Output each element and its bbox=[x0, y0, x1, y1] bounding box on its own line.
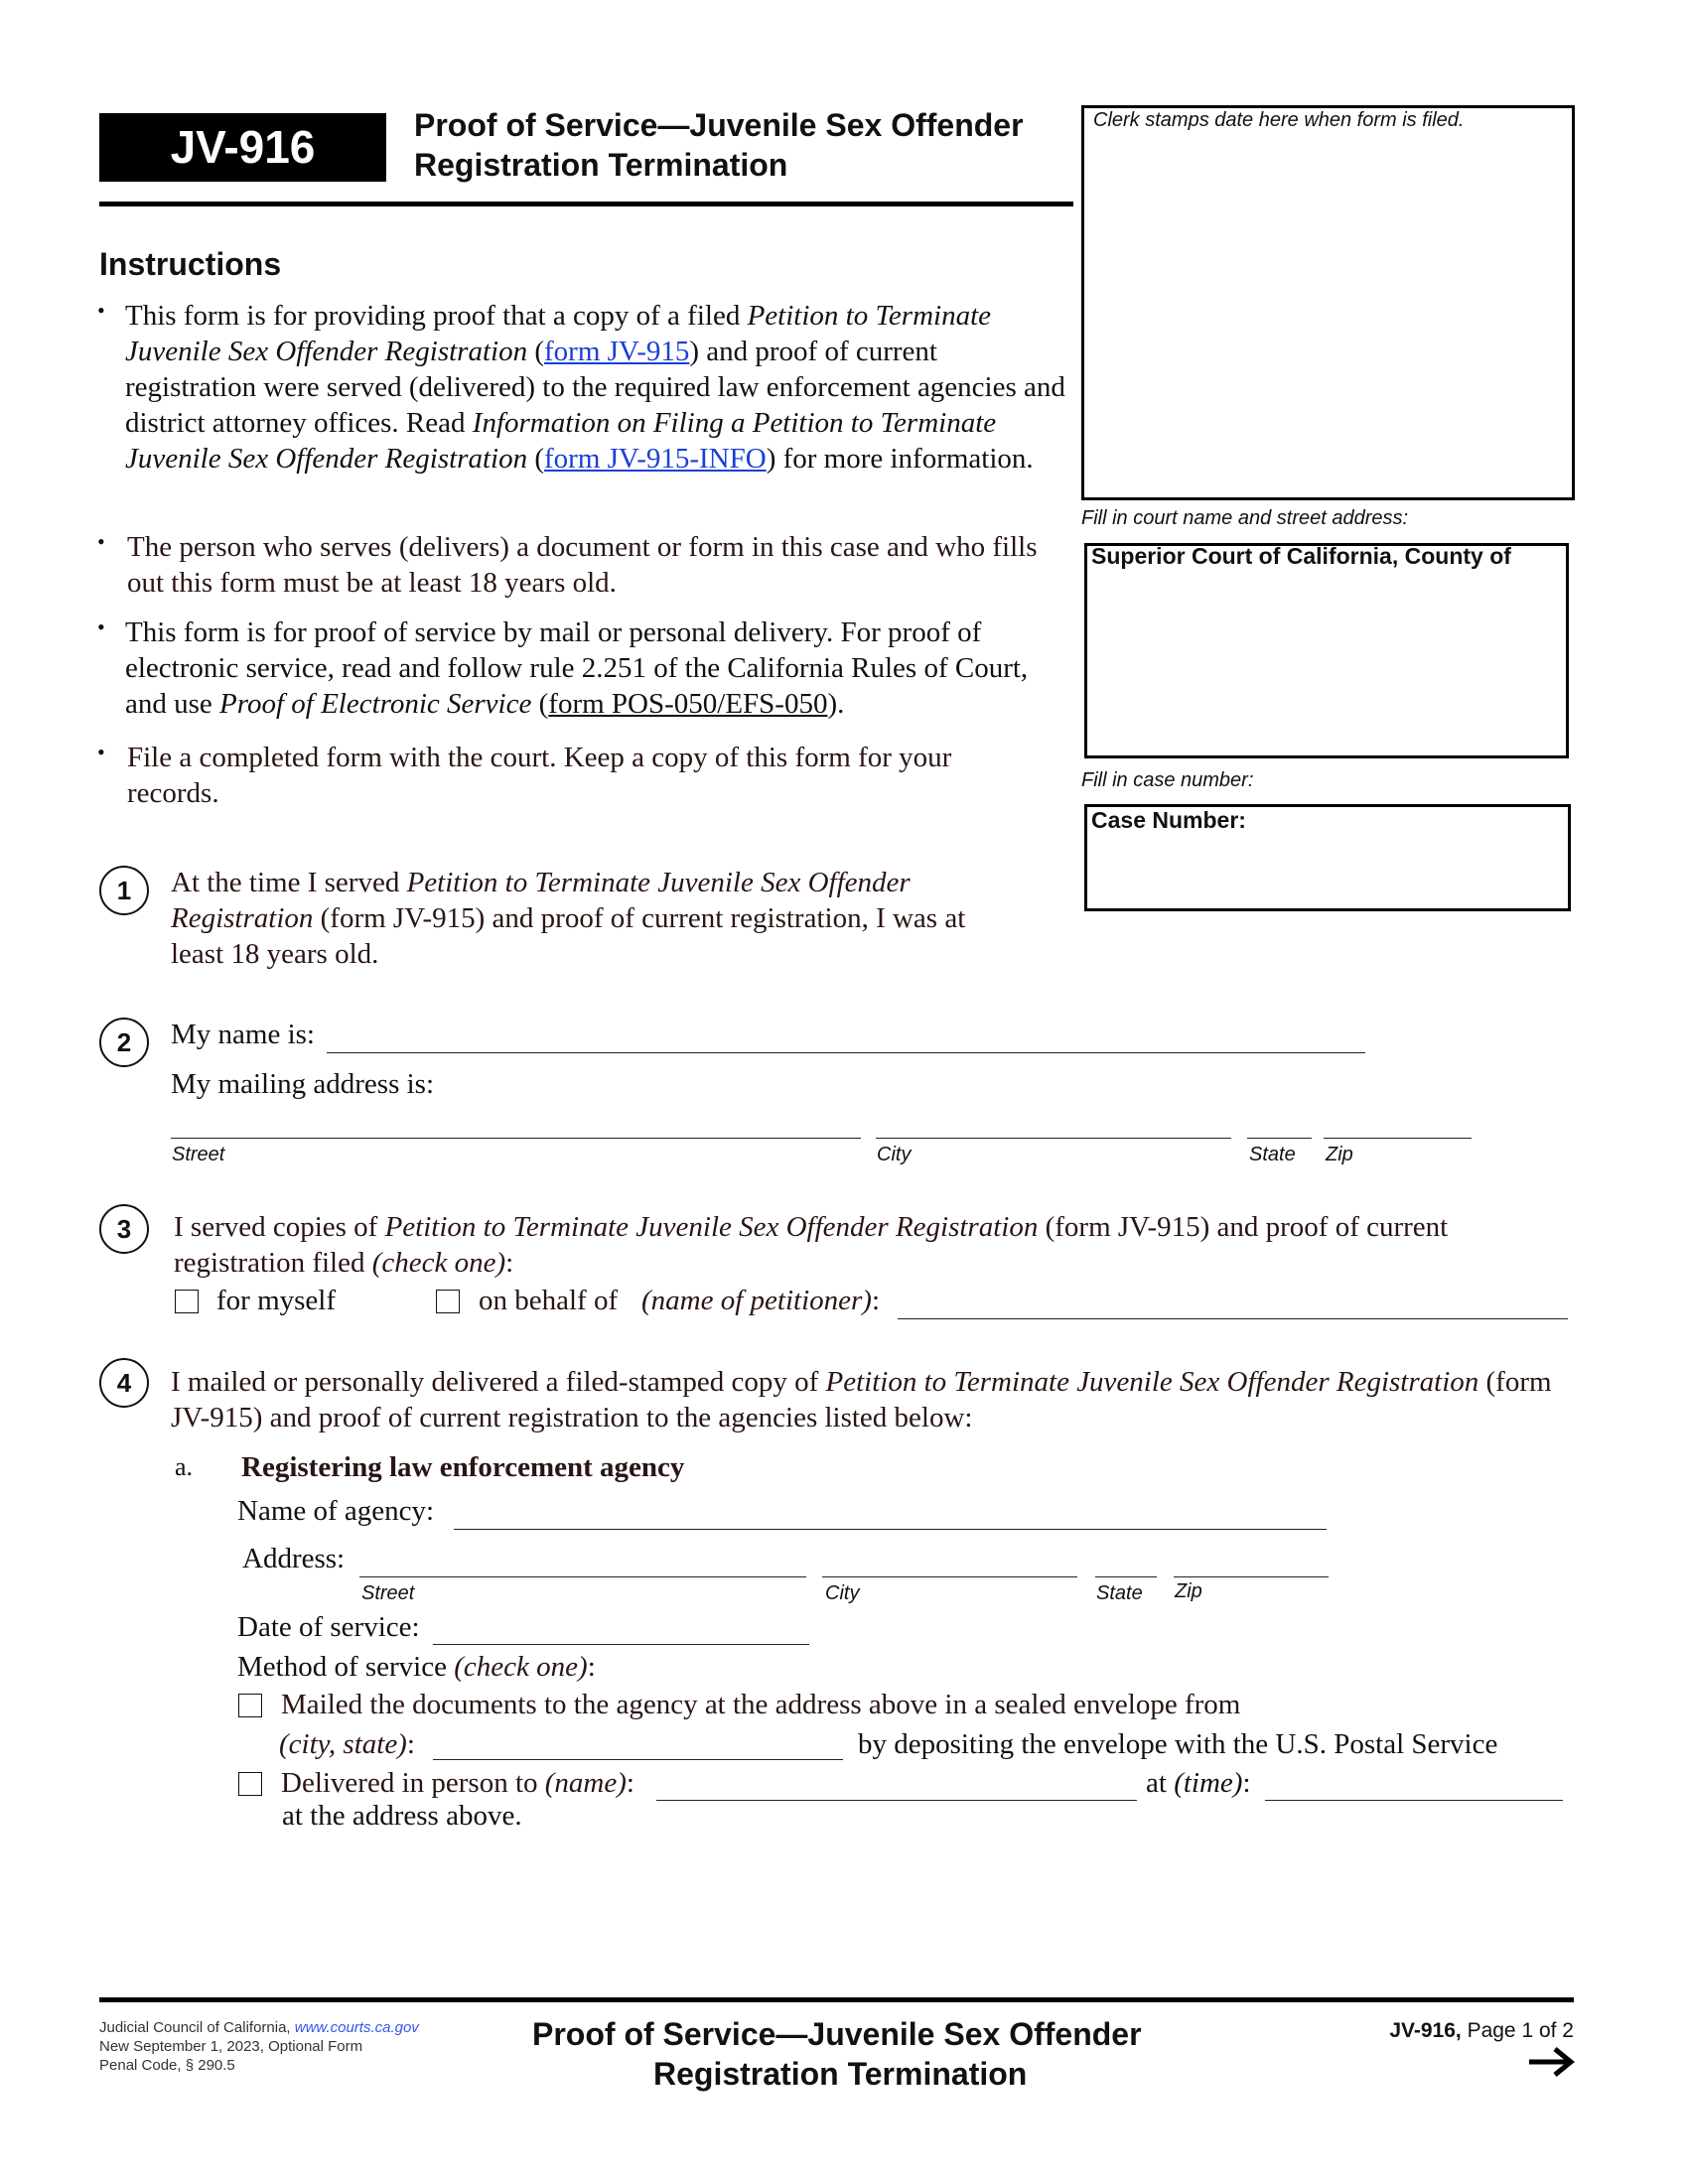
bullet: • bbox=[97, 740, 105, 764]
at-address-above: at the address above. bbox=[282, 1800, 522, 1832]
text: (check one) bbox=[371, 1247, 506, 1279]
petitioner-hint bbox=[641, 1283, 880, 1318]
item-number-4: 4 bbox=[99, 1358, 149, 1408]
state-label: State bbox=[1249, 1144, 1296, 1165]
on-behalf-checkbox[interactable] bbox=[436, 1290, 460, 1313]
text: Method of service bbox=[237, 1651, 455, 1683]
form-title-line1: Proof of Service—Juvenile Sex Offender bbox=[414, 107, 1024, 143]
agency-state-field[interactable] bbox=[1095, 1576, 1157, 1577]
mailing-address-label: My mailing address is: bbox=[171, 1068, 435, 1100]
bullet: • bbox=[97, 298, 105, 323]
for-myself-checkbox[interactable] bbox=[175, 1290, 199, 1313]
text: Page 1 of 2 bbox=[1461, 2019, 1574, 2042]
time-label bbox=[1146, 1765, 1251, 1801]
bullet: • bbox=[97, 614, 105, 639]
agency-zip-label: Zip bbox=[1175, 1580, 1202, 1602]
text: I served copies of bbox=[174, 1211, 385, 1243]
item-3-text bbox=[174, 1209, 1574, 1281]
case-number-prefill: Case Number: bbox=[1091, 807, 1246, 833]
text: JV-916, bbox=[1389, 2019, 1462, 2042]
agency-street-label: Street bbox=[361, 1582, 415, 1604]
text: (name of petitioner) bbox=[641, 1285, 872, 1316]
street-label: Street bbox=[172, 1144, 225, 1165]
delivered-checkbox[interactable] bbox=[238, 1772, 262, 1796]
text: : bbox=[871, 1285, 881, 1316]
text: ( bbox=[527, 443, 544, 475]
text: Information on Filing a Petition to Terminate Juvenile Sex Offender Registration bbox=[125, 407, 997, 475]
city-field[interactable] bbox=[876, 1138, 1231, 1139]
instruction-3 bbox=[125, 614, 1044, 722]
form-id: JV-916 bbox=[170, 121, 316, 173]
text: Petition to Terminate Juvenile Sex Offender Registration bbox=[384, 1211, 1039, 1243]
delivered-to-name-field[interactable] bbox=[656, 1800, 1137, 1801]
instruction-1 bbox=[125, 298, 1073, 477]
clerk-stamp-box bbox=[1081, 105, 1575, 500]
agency-state-label: State bbox=[1096, 1582, 1143, 1604]
case-number-label: Fill in case number: bbox=[1081, 769, 1254, 791]
text: : bbox=[1242, 1767, 1251, 1799]
text: (check one) bbox=[454, 1651, 588, 1683]
text: : bbox=[505, 1247, 514, 1279]
next-page-arrow-icon[interactable] bbox=[1527, 2045, 1575, 2079]
depositing-label: by depositing the envelope with the U.S. Postal Service bbox=[858, 1728, 1498, 1760]
state-field[interactable] bbox=[1247, 1138, 1312, 1139]
text: : bbox=[587, 1651, 596, 1683]
text: ). bbox=[827, 688, 845, 720]
footer-rule bbox=[99, 1997, 1574, 2002]
text: Petition to Terminate Juvenile Sex Offender Registration bbox=[171, 867, 911, 934]
item-4-text bbox=[171, 1364, 1581, 1435]
instruction-4: File a completed form with the court. Keep a copy of this form for your records. bbox=[127, 742, 952, 809]
method-of-service-label bbox=[237, 1649, 596, 1685]
on-behalf-label: on behalf of bbox=[479, 1285, 619, 1316]
text: (form JV-915) and proof of current registration to the agencies listed below: bbox=[171, 1366, 1552, 1433]
name-label: My name is: bbox=[171, 1019, 315, 1050]
court-name-label: Fill in court name and street address: bbox=[1081, 507, 1409, 529]
text: ( bbox=[527, 336, 544, 367]
city-label: City bbox=[877, 1144, 912, 1165]
street-field[interactable] bbox=[171, 1138, 861, 1139]
text: ( bbox=[531, 688, 549, 720]
item-1-text bbox=[171, 865, 1025, 972]
text: (form JV-915) and proof of current registration filed bbox=[174, 1211, 1449, 1279]
text: Judicial Council of California, bbox=[99, 2019, 295, 2036]
bullet: • bbox=[97, 529, 105, 554]
agency-street-field[interactable] bbox=[359, 1576, 806, 1577]
form-jv-915-link[interactable]: form JV-915 bbox=[544, 336, 690, 367]
text: ) and proof of current registration were served (delivered) to the required law enforcement agencies and district attorney offices. Read bbox=[125, 336, 1065, 439]
mailed-from-field[interactable] bbox=[433, 1759, 843, 1760]
agency-city-field[interactable] bbox=[822, 1576, 1077, 1577]
mailed-checkbox[interactable] bbox=[238, 1694, 262, 1717]
footer-org bbox=[99, 2019, 419, 2036]
mailed-label: Mailed the documents to the agency at the address above in a sealed envelope from bbox=[281, 1689, 1241, 1720]
clerk-stamp-label: Clerk stamps date here when form is filed. bbox=[1093, 109, 1465, 131]
form-jv-915-info-link[interactable]: form JV-915-INFO bbox=[544, 443, 767, 475]
text: (name) bbox=[544, 1767, 627, 1799]
petitioner-name-field[interactable] bbox=[898, 1318, 1568, 1319]
footer-code: Penal Code, § 290.5 bbox=[99, 2057, 235, 2074]
footer-page bbox=[1389, 2019, 1574, 2043]
agency-name-label: Name of agency: bbox=[237, 1495, 435, 1527]
courts-website-link[interactable]: www.courts.ca.gov bbox=[294, 2019, 419, 2036]
court-name-field[interactable] bbox=[1084, 543, 1569, 758]
date-of-service-label: Date of service: bbox=[237, 1611, 420, 1643]
text: at bbox=[1146, 1767, 1175, 1799]
zip-field[interactable] bbox=[1324, 1138, 1472, 1139]
agency-heading: Registering law enforcement agency bbox=[241, 1451, 685, 1483]
text: (city, state) bbox=[279, 1728, 407, 1760]
item-number-3: 3 bbox=[99, 1204, 149, 1254]
agency-name-field[interactable] bbox=[454, 1529, 1327, 1530]
date-of-service-field[interactable] bbox=[433, 1644, 809, 1645]
for-myself-label: for myself bbox=[216, 1285, 336, 1316]
form-pos-050-link[interactable]: form POS-050/EFS-050 bbox=[548, 688, 828, 720]
footer-title-line1: Proof of Service—Juvenile Sex Offender bbox=[532, 2016, 1142, 2052]
zip-label: Zip bbox=[1326, 1144, 1353, 1165]
text: At the time I served bbox=[171, 867, 407, 898]
instructions-heading: Instructions bbox=[99, 246, 282, 282]
text: Delivered in person to bbox=[281, 1767, 538, 1799]
agency-city-label: City bbox=[825, 1582, 860, 1604]
name-field[interactable] bbox=[327, 1052, 1365, 1053]
delivery-time-field[interactable] bbox=[1265, 1800, 1563, 1801]
item-number-1: 1 bbox=[99, 866, 149, 915]
text: This form is for providing proof that a copy of a filed bbox=[125, 300, 748, 332]
text: Petition to Terminate Juvenile Sex Offender Registration bbox=[125, 300, 992, 367]
city-state-label bbox=[279, 1726, 415, 1762]
text: This form is for proof of service by mail or personal delivery. For proof of electronic service, read and follow rule 2.251 of the California Rules of Court, and use bbox=[125, 616, 1029, 720]
form-title-line2: Registration Termination bbox=[414, 147, 788, 183]
item-4a-letter: a. bbox=[175, 1452, 194, 1481]
footer-revised: New September 1, 2023, Optional Form bbox=[99, 2038, 363, 2055]
text: : bbox=[406, 1728, 415, 1760]
item-number-2: 2 bbox=[99, 1018, 149, 1067]
instruction-2: The person who serves (delivers) a document or form in this case and who fills out this form must be at least 18 years old. bbox=[127, 531, 1038, 599]
header-rule bbox=[99, 202, 1073, 206]
court-name-prefill: Superior Court of California, County of bbox=[1091, 543, 1511, 569]
text: (time) bbox=[1174, 1767, 1243, 1799]
text: I mailed or personally delivered a filed-stamped copy of bbox=[171, 1366, 826, 1398]
agency-address-label: Address: bbox=[242, 1543, 346, 1574]
text: (form JV-915) and proof of current registration, I was at least 18 years old. bbox=[171, 902, 966, 970]
text: : bbox=[626, 1767, 634, 1799]
delivered-label bbox=[281, 1765, 634, 1801]
agency-zip-field[interactable] bbox=[1174, 1576, 1329, 1577]
text: ) for more information. bbox=[766, 443, 1034, 475]
text: Proof of Electronic Service bbox=[219, 688, 532, 720]
footer-title-line2: Registration Termination bbox=[653, 2056, 1028, 2092]
text: Petition to Terminate Juvenile Sex Offender Registration bbox=[825, 1366, 1479, 1398]
